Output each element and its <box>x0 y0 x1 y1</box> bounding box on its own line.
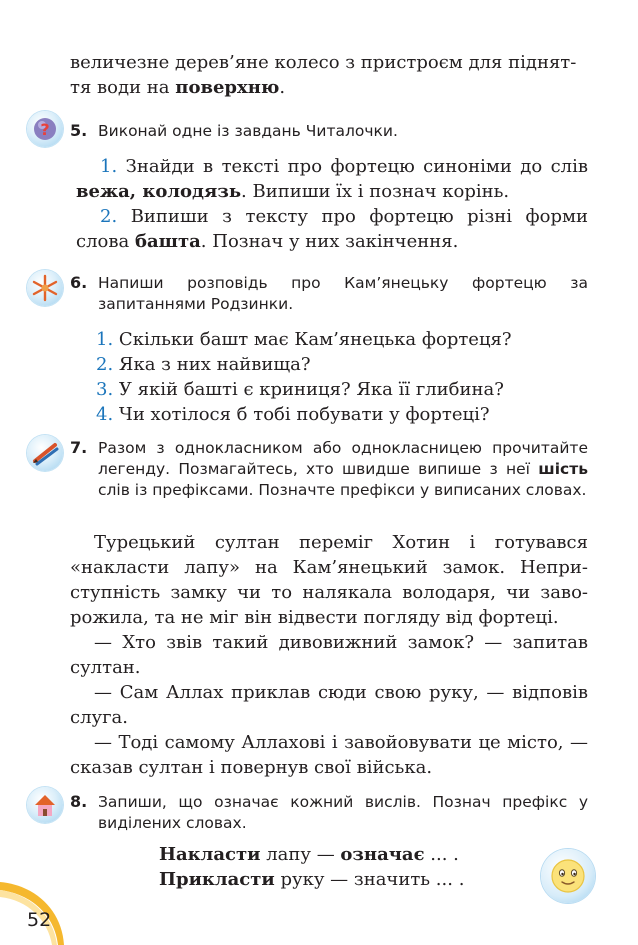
question-item <box>96 352 586 377</box>
task-5-item-1-text: Знайди в тексті про фортецю синоніми до слів <box>125 156 588 177</box>
task-7-text: Разом з однокласником або однокласницею прочитайте легенду. Позмагайтесь, хто швидше випише з неї <box>98 439 588 478</box>
pencils-icon <box>27 435 63 471</box>
task-7-number: 7. <box>70 438 88 457</box>
intro-line-1: величезне дерев’яне колесо з пристроєм для піднят- <box>70 52 577 73</box>
task-7-text-end: слів із префіксами. Позначте префікси у виписаних словах. <box>98 481 587 499</box>
question-text: У якій башті є криниця? Яка її глибина? <box>118 379 504 400</box>
question-text: Чи хотілося б тобі побувати у фортеці? <box>118 404 490 425</box>
task-6-number: 6. <box>70 273 88 292</box>
phrase-1 <box>159 842 539 867</box>
question-text: Яка з них найвища? <box>118 354 311 375</box>
task-5-number: 5. <box>70 121 88 140</box>
legend-paragraph: — Хто звів такий дивовижний замок? — запитав султан. <box>70 632 588 678</box>
task-5-instruction: Виконай одне із завдань Читалочки. <box>98 122 398 140</box>
phrase-1-bold-1: Накласти <box>159 844 261 865</box>
question-number: 3. <box>96 379 114 400</box>
task-5-item-1-end: . Випиши їх і познач корінь. <box>241 181 510 202</box>
phrase-1-text-1: лапу — <box>260 844 341 865</box>
task-5-item-2-text: Випиши з тексту про фортецю різні форми слова <box>76 206 588 252</box>
intro-line-2: тя води на <box>70 77 176 98</box>
smiley-face-icon <box>541 849 595 903</box>
task-8-instruction: Запиши, що означає кожний вислів. Познач префікс у виділених словах. <box>98 793 588 832</box>
question-item <box>96 377 586 402</box>
question-mark-icon <box>27 111 63 147</box>
phrase-2-text-1: руку — значить ... . <box>274 869 465 890</box>
task-6-questions <box>96 327 586 427</box>
question-text: Скільки башт має Кам’янецька фортеця? <box>118 329 512 350</box>
task-5-item-2 <box>76 204 588 254</box>
phrase-2 <box>159 867 539 892</box>
legend-text <box>70 530 588 780</box>
question-item <box>96 327 586 352</box>
house-icon <box>27 787 63 823</box>
svg-text:?: ? <box>40 120 50 139</box>
question-item <box>96 402 586 427</box>
intro-bold-word: поверхню <box>175 77 280 98</box>
task-8-number: 8. <box>70 792 88 811</box>
phrase-1-text-2: ... . <box>424 844 459 865</box>
intro-paragraph <box>70 50 590 100</box>
intro-line-2-end: . <box>279 77 286 98</box>
question-number: 2. <box>96 354 114 375</box>
task-5-item-1-number: 1. <box>100 156 118 177</box>
task-7-instruction <box>98 438 588 501</box>
phrase-1-bold-2: означає <box>340 844 425 865</box>
task-5-item-1 <box>76 154 588 204</box>
task-6-instruction: Напиши розповідь про Кам’янецьку фортецю за запитаннями Родзинки. <box>98 274 588 313</box>
raisin-branch-icon <box>27 270 63 306</box>
legend-paragraph: — Сам Аллах приклав сюди свою руку, — відповів слуга. <box>70 682 588 728</box>
task-5-item-2-end: . Познач у них закінчення. <box>200 231 459 252</box>
task-5-item-2-number: 2. <box>100 206 118 227</box>
phrase-2-bold-1: Прикласти <box>159 869 275 890</box>
legend-paragraph: Турецький султан переміг Хотин і готувався «накласти лапу» на Кам’янецький замок. Неприступність замку чи то налякала володаря, чи заворожила, та не міг він відвести погляду від фортеці. <box>70 532 588 628</box>
task-7-bold: шість <box>538 460 588 478</box>
question-number: 1. <box>96 329 114 350</box>
legend-paragraph: — Тоді самому Аллахові і завойовувати це місто, — сказав султан і повернув свої війська. <box>70 732 588 778</box>
page-number: 52 <box>27 909 52 931</box>
task-5-item-2-bold: башта <box>134 231 201 252</box>
question-number: 4. <box>96 404 114 425</box>
task-8-phrases <box>159 842 539 892</box>
task-5-item-1-bold: вежа, колодязь <box>76 181 242 202</box>
